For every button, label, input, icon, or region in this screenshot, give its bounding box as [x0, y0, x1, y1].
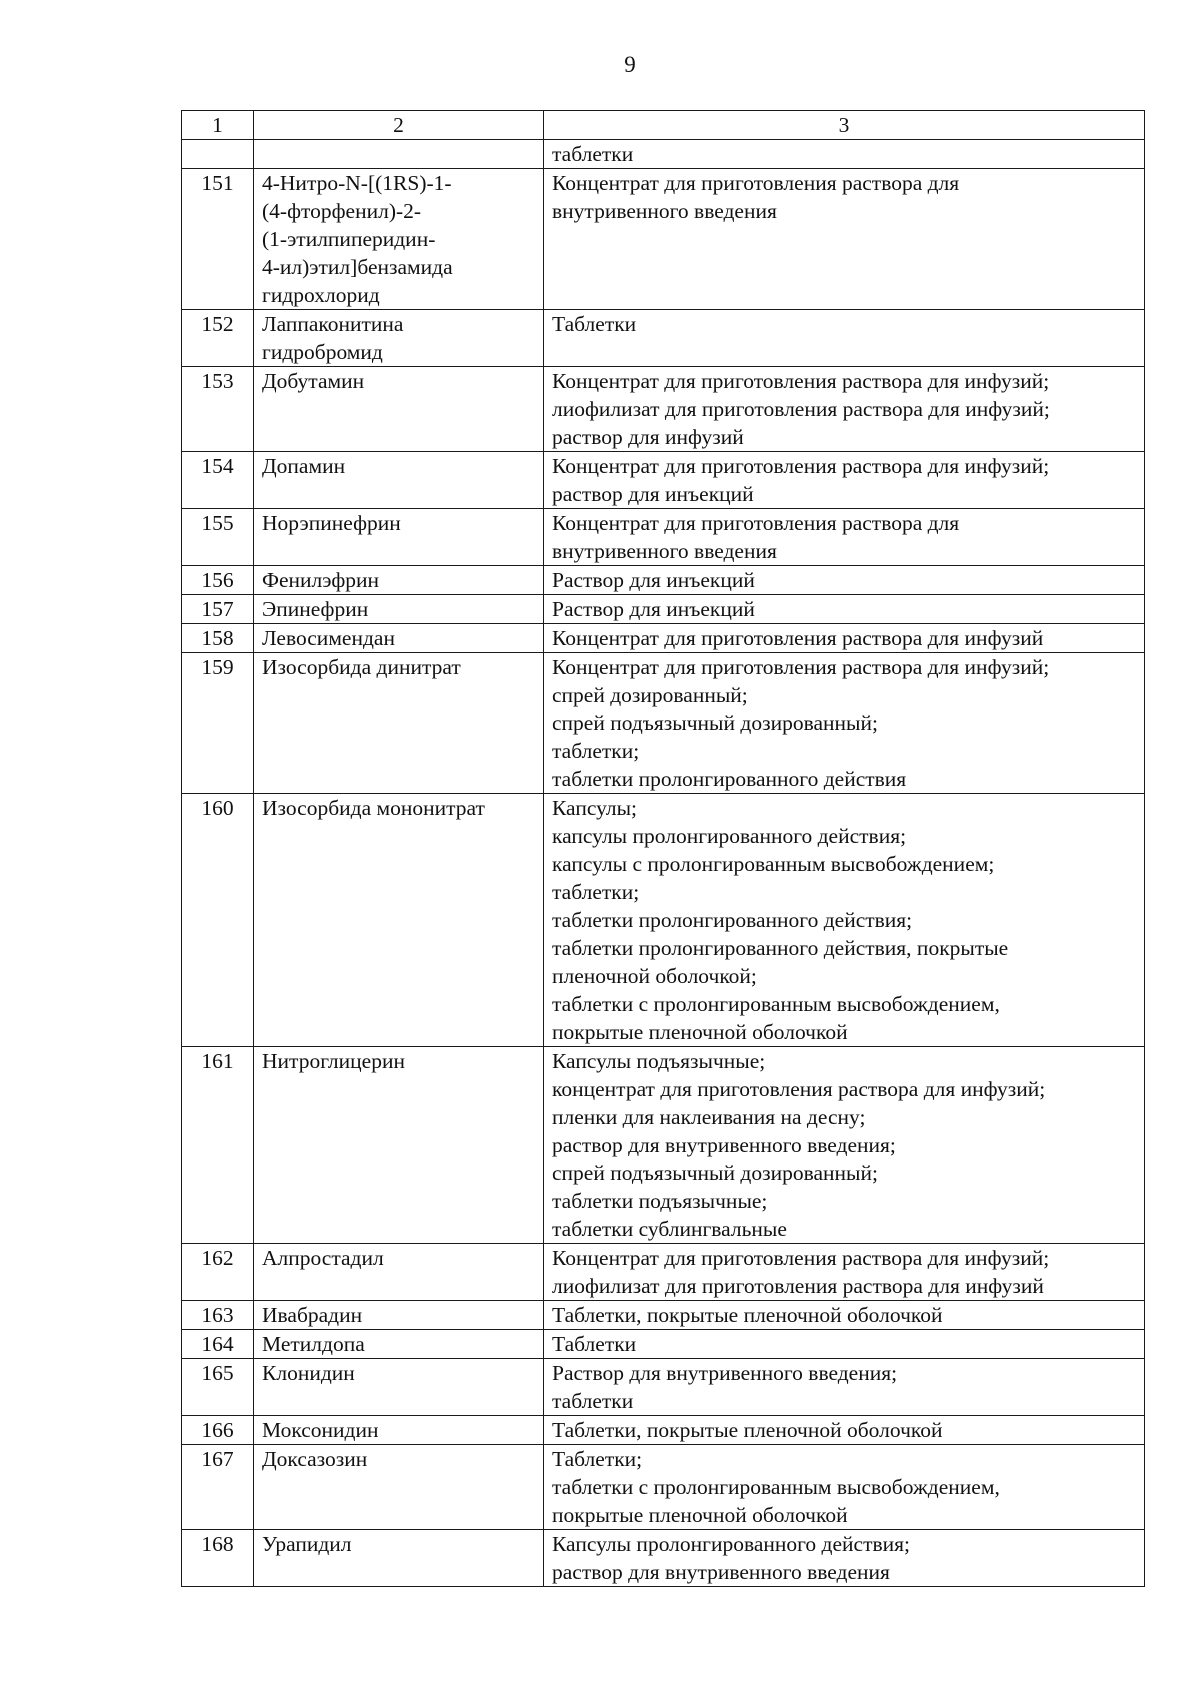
dosage-form-line: капсулы с пролонгированным высвобождением; — [552, 852, 995, 876]
table-row — [182, 169, 1145, 310]
row-number: 152 — [182, 310, 254, 367]
drug-name — [254, 1445, 544, 1530]
continuation-row — [182, 140, 1145, 169]
dosage-form-line: Раствор для инъекций — [552, 597, 755, 621]
drug-name — [254, 169, 544, 310]
drug-name-line: гидробромид — [262, 340, 383, 364]
table-row — [182, 1416, 1145, 1445]
dosage-form-line: пленки для наклеивания на десну; — [552, 1105, 866, 1129]
dosage-form-line: Концентрат для приготовления раствора для инфузий; — [552, 369, 1050, 393]
dosage-form-line: Концентрат для приготовления раствора для инфузий; — [552, 454, 1050, 478]
drug-name — [254, 310, 544, 367]
row-number: 167 — [182, 1445, 254, 1530]
dosage-form-line: таблетки пролонгированного действия, покрытые — [552, 936, 1009, 960]
row-number: 166 — [182, 1416, 254, 1445]
row-number — [182, 140, 254, 169]
drug-name-line: (4-фторфенил)-2- — [262, 199, 422, 223]
dosage-form-line: Капсулы; — [552, 796, 638, 820]
dosage-form-line: таблетки подъязычные; — [552, 1189, 768, 1213]
table-row — [182, 566, 1145, 595]
dosage-form-line: спрей подъязычный дозированный; — [552, 711, 878, 735]
row-number: 154 — [182, 452, 254, 509]
dosage-forms — [544, 794, 1145, 1047]
drug-name-line: Фенилэфрин — [262, 568, 380, 592]
table-row — [182, 1359, 1145, 1416]
drug-name — [254, 1301, 544, 1330]
row-number: 158 — [182, 624, 254, 653]
drug-name — [254, 653, 544, 794]
dosage-forms — [544, 1416, 1145, 1445]
row-number: 161 — [182, 1047, 254, 1244]
drug-name — [254, 367, 544, 452]
table-row — [182, 367, 1145, 452]
table-body — [182, 140, 1145, 1587]
drug-name — [254, 1047, 544, 1244]
dosage-form-line: Таблетки; — [552, 1447, 643, 1471]
header-row — [182, 111, 1145, 140]
drug-name-line: Ивабрадин — [262, 1303, 363, 1327]
dosage-form-line: таблетки; — [552, 880, 640, 904]
dosage-form-line: Концентрат для приготовления раствора для инфузий; — [552, 655, 1050, 679]
header-col-1: 1 — [182, 111, 254, 140]
dosage-form-line: Концентрат для приготовления раствора для — [552, 171, 960, 195]
row-number: 155 — [182, 509, 254, 566]
dosage-form-line: Раствор для внутривенного введения; — [552, 1361, 898, 1385]
header-col-2: 2 — [254, 111, 544, 140]
dosage-form-line: пленочной оболочкой; — [552, 964, 757, 988]
dosage-form-line: раствор для инфузий — [552, 425, 744, 449]
table-row — [182, 1301, 1145, 1330]
drug-name-line: Нитроглицерин — [262, 1049, 405, 1073]
table-row — [182, 1047, 1145, 1244]
drug-name — [254, 794, 544, 1047]
drug-name — [254, 452, 544, 509]
drug-name-line: Моксонидин — [262, 1418, 379, 1442]
drug-name-line: Алпростадил — [262, 1246, 384, 1270]
dosage-forms — [544, 1047, 1145, 1244]
dosage-form-line: таблетки с пролонгированным высвобождением, — [552, 1475, 1000, 1499]
dosage-forms — [544, 1445, 1145, 1530]
dosage-forms — [544, 595, 1145, 624]
dosage-forms — [544, 653, 1145, 794]
dosage-form-line: таблетки — [552, 142, 634, 166]
drug-name — [254, 140, 544, 169]
medicine-table — [181, 110, 1145, 1587]
drug-name-line: Эпинефрин — [262, 597, 369, 621]
drug-name — [254, 624, 544, 653]
drug-name — [254, 1330, 544, 1359]
dosage-form-line: раствор для внутривенного введения — [552, 1560, 890, 1584]
table-row — [182, 310, 1145, 367]
drug-name — [254, 509, 544, 566]
dosage-form-line: раствор для инъекций — [552, 482, 754, 506]
table-row — [182, 1530, 1145, 1587]
dosage-forms — [544, 140, 1145, 169]
dosage-form-line: таблетки пролонгированного действия — [552, 767, 907, 791]
drug-name-line: Доксазозин — [262, 1447, 368, 1471]
row-number: 168 — [182, 1530, 254, 1587]
dosage-forms — [544, 169, 1145, 310]
dosage-forms — [544, 1330, 1145, 1359]
dosage-form-line: таблетки сублингвальные — [552, 1217, 787, 1241]
drug-name-line: Клонидин — [262, 1361, 355, 1385]
table-header — [182, 111, 1145, 140]
drug-name — [254, 566, 544, 595]
row-number: 157 — [182, 595, 254, 624]
drug-name-line: Изосорбида мононитрат — [262, 796, 485, 820]
dosage-form-line: таблетки пролонгированного действия; — [552, 908, 913, 932]
dosage-form-line: Таблетки — [552, 1332, 637, 1356]
table-row — [182, 1330, 1145, 1359]
dosage-form-line: лиофилизат для приготовления раствора для инфузий; — [552, 397, 1050, 421]
dosage-forms — [544, 509, 1145, 566]
dosage-forms — [544, 1359, 1145, 1416]
dosage-form-line: внутривенного введения — [552, 199, 777, 223]
row-number: 159 — [182, 653, 254, 794]
dosage-form-line: Таблетки, покрытые пленочной оболочкой — [552, 1418, 943, 1442]
dosage-forms — [544, 624, 1145, 653]
dosage-form-line: Концентрат для приготовления раствора для инфузий; — [552, 1246, 1050, 1270]
dosage-form-line: капсулы пролонгированного действия; — [552, 824, 907, 848]
table-row — [182, 1445, 1145, 1530]
dosage-form-line: Капсулы пролонгированного действия; — [552, 1532, 910, 1556]
drug-name — [254, 1530, 544, 1587]
drug-name-line: Норэпинефрин — [262, 511, 401, 535]
row-number: 160 — [182, 794, 254, 1047]
dosage-form-line: покрытые пленочной оболочкой — [552, 1020, 848, 1044]
dosage-forms — [544, 310, 1145, 367]
row-number: 164 — [182, 1330, 254, 1359]
row-number: 151 — [182, 169, 254, 310]
table-row — [182, 653, 1145, 794]
dosage-form-line: концентрат для приготовления раствора для инфузий; — [552, 1077, 1046, 1101]
dosage-forms — [544, 1530, 1145, 1587]
drug-name-line: (1-этилпиперидин- — [262, 227, 436, 251]
dosage-forms — [544, 367, 1145, 452]
drug-name — [254, 1359, 544, 1416]
table-row — [182, 794, 1145, 1047]
dosage-forms — [544, 1301, 1145, 1330]
dosage-form-line: Концентрат для приготовления раствора для — [552, 511, 960, 535]
drug-name — [254, 1416, 544, 1445]
drug-name — [254, 595, 544, 624]
dosage-form-line: покрытые пленочной оболочкой — [552, 1503, 848, 1527]
row-number: 165 — [182, 1359, 254, 1416]
dosage-form-line: раствор для внутривенного введения; — [552, 1133, 896, 1157]
dosage-form-line: таблетки с пролонгированным высвобождением, — [552, 992, 1000, 1016]
drug-name-line: Урапидил — [262, 1532, 352, 1556]
dosage-form-line: таблетки — [552, 1389, 634, 1413]
table-row — [182, 452, 1145, 509]
drug-name-line: 4-Нитро-N-[(1RS)-1- — [262, 171, 452, 195]
dosage-form-line: Таблетки, покрытые пленочной оболочкой — [552, 1303, 943, 1327]
row-number: 162 — [182, 1244, 254, 1301]
drug-name-line: Изосорбида динитрат — [262, 655, 461, 679]
page-number: 9 — [624, 52, 636, 77]
drug-name-line: гидрохлорид — [262, 283, 380, 307]
drug-name — [254, 1244, 544, 1301]
row-number: 156 — [182, 566, 254, 595]
drug-name-line: Допамин — [262, 454, 346, 478]
dosage-form-line: внутривенного введения — [552, 539, 777, 563]
dosage-forms — [544, 1244, 1145, 1301]
dosage-form-line: спрей дозированный; — [552, 683, 748, 707]
drug-name-line: Лаппаконитина — [262, 312, 404, 336]
drug-name-line: Добутамин — [262, 369, 365, 393]
row-number: 163 — [182, 1301, 254, 1330]
header-col-3: 3 — [544, 111, 1145, 140]
table-row — [182, 595, 1145, 624]
drug-name-line: Левосимендан — [262, 626, 395, 650]
dosage-form-line: спрей подъязычный дозированный; — [552, 1161, 878, 1185]
dosage-forms — [544, 452, 1145, 509]
dosage-form-line: Капсулы подъязычные; — [552, 1049, 766, 1073]
dosage-form-line: таблетки; — [552, 739, 640, 763]
dosage-forms — [544, 566, 1145, 595]
table-row — [182, 509, 1145, 566]
table-row — [182, 624, 1145, 653]
drug-name-line: 4-ил)этил]бензамида — [262, 255, 453, 279]
table-row — [182, 1244, 1145, 1301]
dosage-form-line: Таблетки — [552, 312, 637, 336]
dosage-form-line: лиофилизат для приготовления раствора для инфузий — [552, 1274, 1044, 1298]
drug-name-line: Метилдопа — [262, 1332, 365, 1356]
dosage-form-line: Раствор для инъекций — [552, 568, 755, 592]
row-number: 153 — [182, 367, 254, 452]
dosage-form-line: Концентрат для приготовления раствора для инфузий — [552, 626, 1044, 650]
